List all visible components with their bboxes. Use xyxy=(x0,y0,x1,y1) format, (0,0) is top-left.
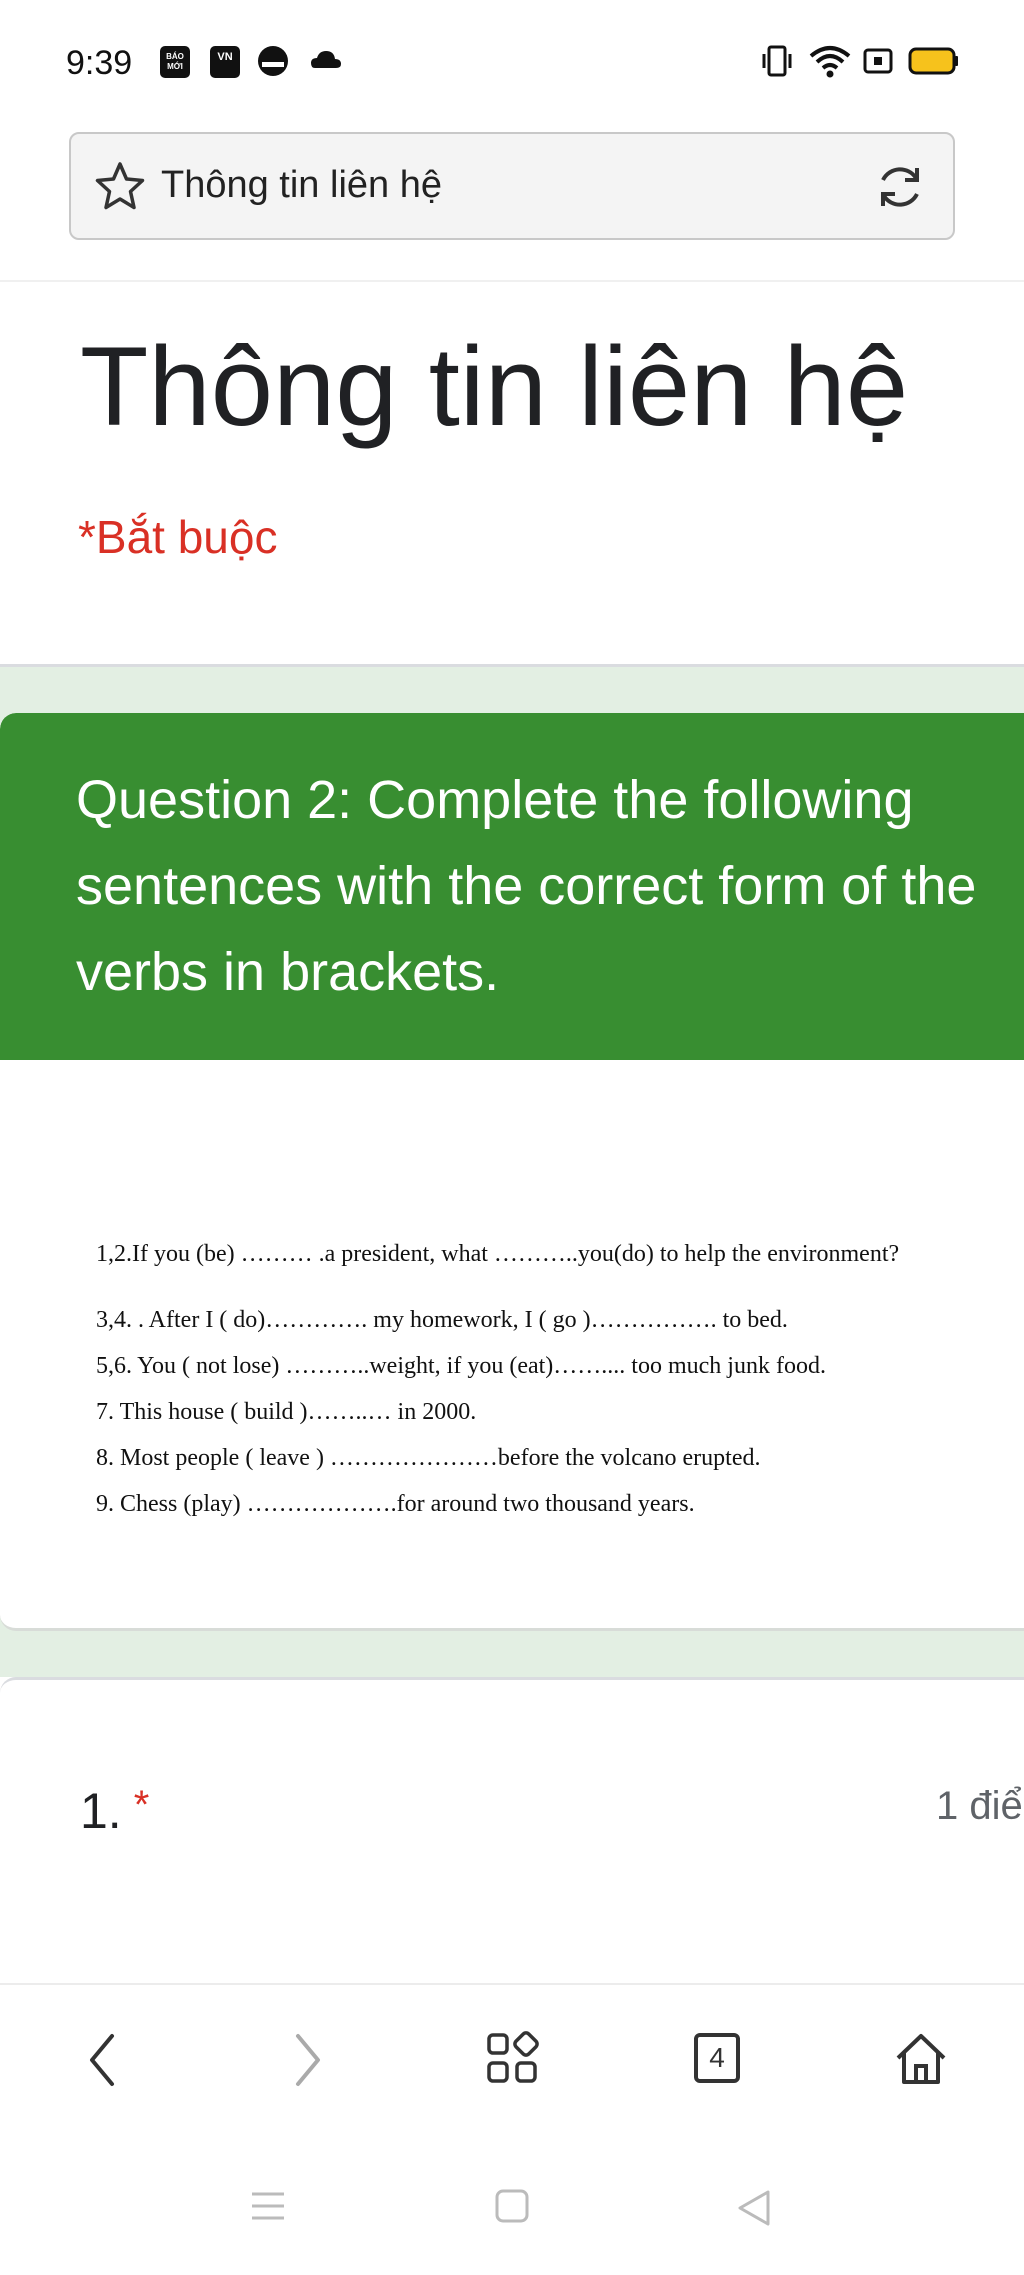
home-icon[interactable] xyxy=(892,2030,950,2088)
form-title: Thông tin liên hệ xyxy=(80,324,909,449)
question-card xyxy=(0,1677,1024,1987)
back-nav-icon[interactable] xyxy=(734,2188,774,2228)
section-header xyxy=(0,713,1024,1060)
helmet-app-icon xyxy=(256,42,290,78)
recent-apps-icon[interactable] xyxy=(250,2188,286,2224)
vn-app-notification-icon: VN xyxy=(210,46,240,78)
back-icon[interactable] xyxy=(80,2030,126,2090)
status-time: 9:39 xyxy=(66,44,133,82)
vibrate-icon xyxy=(760,42,794,80)
menu-grid-icon[interactable] xyxy=(486,2030,540,2086)
refresh-icon[interactable] xyxy=(871,158,929,216)
address-bar[interactable] xyxy=(69,132,955,240)
exercise-line: 5,6. You ( not lose) ………..weight, if you (eat)…….... too much junk food. xyxy=(96,1353,826,1379)
bookmark-star-icon[interactable] xyxy=(93,160,147,214)
required-note: *Bắt buộc xyxy=(78,511,278,563)
battery-icon xyxy=(908,42,960,80)
exercise-line: 3,4. . After I ( do)…………. my homework, I ( go )……………. to bed. xyxy=(96,1307,788,1333)
exercise-line: 8. Most people ( leave ) …………………before the volcano erupted. xyxy=(96,1445,761,1471)
exercise-line: 7. This house ( build )……..… in 2000. xyxy=(96,1399,477,1425)
cloud-icon xyxy=(308,42,344,78)
exercise-line: 1,2.If you (be) ……… .a president, what ………..you(do) to help the environment? xyxy=(96,1241,900,1267)
question-number xyxy=(80,1782,149,1840)
forward-icon[interactable] xyxy=(284,2030,330,2090)
bao-moi-notification-icon: BÁO MỚI xyxy=(160,46,190,78)
question-points: 1 điể xyxy=(936,1784,1023,1828)
nfc-icon xyxy=(862,42,896,80)
exercise-line: 9. Chess (play) ……………….for around two thousand years. xyxy=(96,1491,695,1517)
section-title: Question 2: Complete the following sentences with the correct form of the verbs in brackets. xyxy=(76,770,977,1002)
required-asterisk: * xyxy=(133,1783,150,1827)
status-bar xyxy=(0,0,1024,120)
page-title-address[interactable]: Thông tin liên hệ xyxy=(161,164,442,206)
tabs-counter-button[interactable]: 4 xyxy=(694,2033,740,2083)
home-nav-icon[interactable] xyxy=(494,2188,530,2224)
wifi-icon xyxy=(808,42,852,80)
question-number-label: 1. xyxy=(80,1783,122,1839)
